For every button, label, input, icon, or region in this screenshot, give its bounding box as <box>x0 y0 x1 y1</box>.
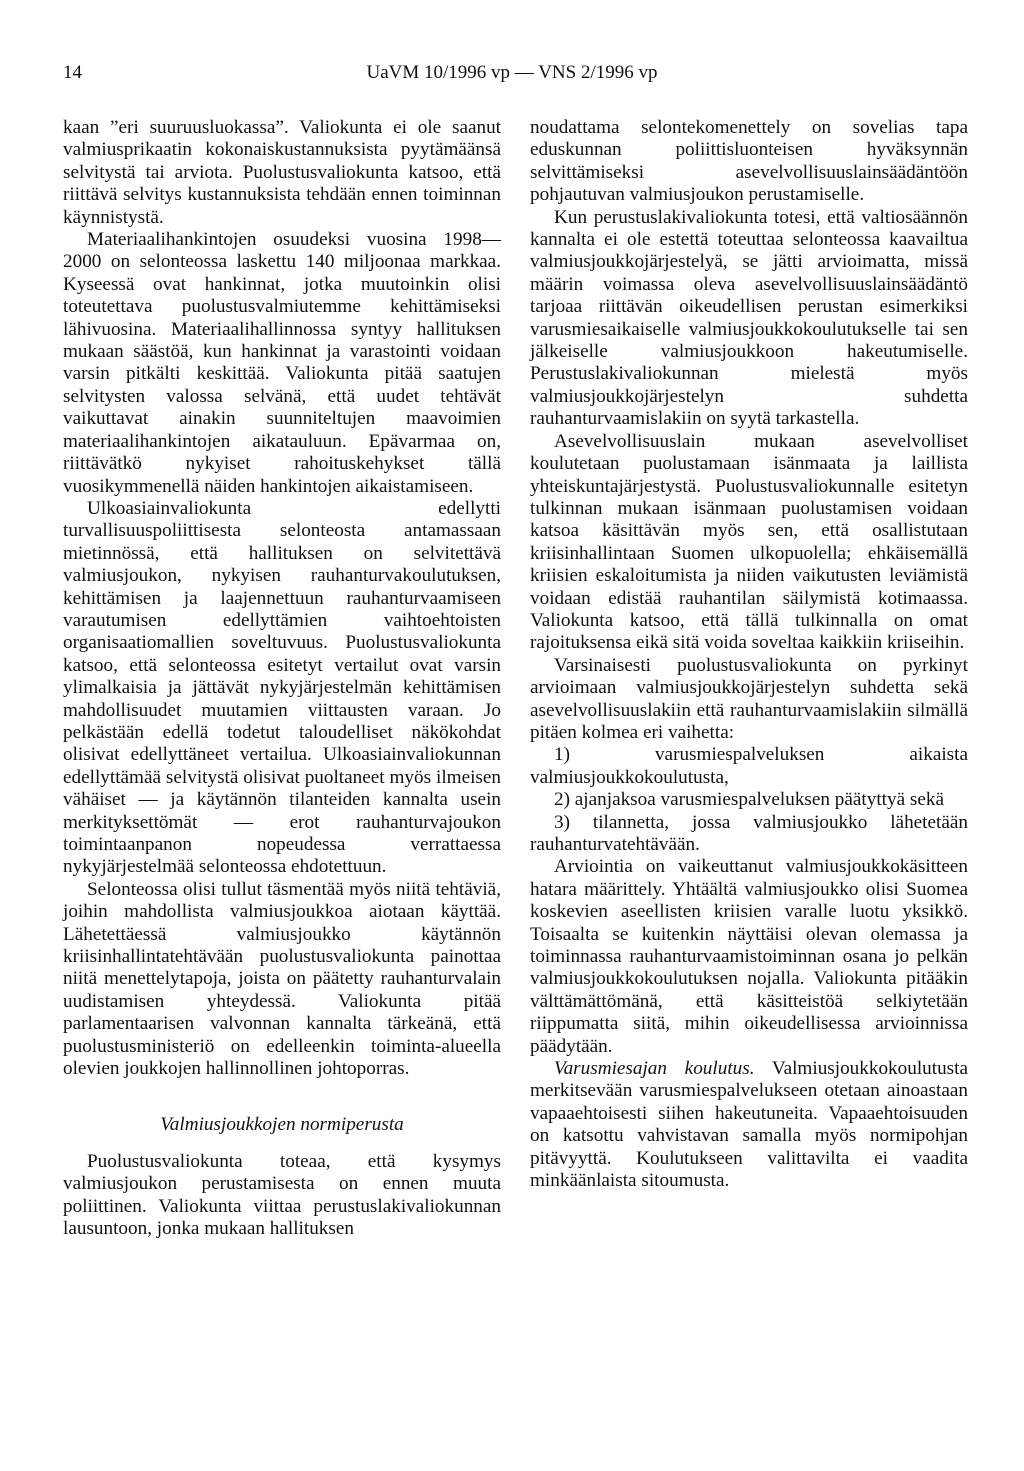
paragraph: kaan ”eri suuruusluokassa”. Valiokunta ei ole saanut valmiusprikaatin kokonaiskustannuksista pyytämäänsä selvitystä tai arviota. Puolustusvaliokunta katsoo, että riittävä selvitys kustannuksista tehdään ennen toiminnan käynnistystä. <box>63 117 501 228</box>
list-item: 3) tilannetta, jossa valmiusjoukko lähetetään rauhanturvatehtävään. <box>530 811 968 855</box>
paragraph: Varsinaisesti puolustusvaliokunta on pyrkinyt arvioimaan valmiusjoukkojärjestelyn suhdetta sekä asevelvollisuuslakiin että rauhanturvaamislakiin silmällä pitäen kolmea eri vaihetta: <box>530 654 968 743</box>
paragraph: noudattama selontekomenettely on sovelias tapa eduskunnan poliittisluonteisen hyväksynnän selvittämiseksi asevelvollisuuslainsäädäntöön pohjautuvan valmiusjoukon perustamiselle. <box>530 117 968 206</box>
paragraph <box>530 1058 968 1192</box>
list-item: 2) ajanjaksoa varusmiespalveluksen päätyttyä sekä <box>554 789 945 811</box>
list-item: 1) varusmiespalveluksen aikaista valmiusjoukkokoulutusta, <box>530 744 968 788</box>
running-title: UaVM 10/1996 vp — VNS 2/1996 vp <box>366 62 658 83</box>
right-column <box>530 117 968 1193</box>
paragraph: Selonteossa olisi tullut täsmentää myös niitä tehtäviä, joihin mahdollista valmiusjoukkoa aiotaan käyttää. Lähetettäessä valmiusjoukko käytännön kriisinhallintatehtävään puolustusvaliokunta painottaa niitä menettelytapoja, joista on päätetty rauhanturvalain uudistamisen yhteydessä. Valiokunta pitää parlamentaarisen valvonnan kannalta tärkeänä, että puolustusministeriö on edelleenkin toiminta-alueella olevien joukkojen hallinnollinen johtoporras. <box>63 878 501 1080</box>
paragraph: Materiaalihankintojen osuudeksi vuosina 1998—2000 on selonteossa laskettu 140 miljoonaa markkaa. Kyseessä ovat hankinnat, jotka muutoinkin olisi toteutettava puolustusvalmiutemme kehittämiseksi lähivuosina. Materiaalihallinnossa syntyy hallituksen mukaan säästöä, kun hankinnat ja varastointi voidaan varsin pitkälti keskittää. Valiokunta pitää saatujen selvitysten valossa selvänä, että uudet tehtävät vaikuttavat ainakin suunniteltujen maavoimien materiaalihankintojen aikatauluun. Epävarmaa on, riittävätkö nykyiset rahoituskehykset tällä vuosikymmenellä näiden hankintojen aikaistamiseen. <box>63 229 501 497</box>
paragraph: Ulkoasiainvaliokunta edellytti turvallisuuspoliittisesta selonteosta antamassaan mietinnössä, että hallituksen on selvitettävä valmiusjoukon, nykyisen rauhanturvakoulutuksen, kehittämisen ja laajennettuun rauhanturvaamiseen varautumisen edellyttämien vaihtoehtoisten organisaatiomallien soveltuvuus. Puolustusvaliokunta katsoo, että selonteossa esitetyt vertailut ovat varsin ylimalkaisia ja jättävät nykyjärjestelmän kehittämisen mahdollisuudet muutamien viittausten varaan. Jo pelkästään edellä todetut taloudelliset näkökohdat olisivat edellyttäneet vertailua. Ulkoasiainvaliokunnan edellyttämää selvitystä olisivat puoltaneet myös ilmeisen vähäiset — ja käytännön tilanteiden kannalta usein merkityksettömät — erot rauhanturvajoukon toimintaanpanon nopeudessa verrattaessa nykyjärjestelmää selonteossa ehdotettuun. <box>63 497 501 878</box>
paragraph: Puolustusvaliokunta toteaa, että kysymys valmiusjoukon perustamisesta on ennen muuta poliittinen. Valiokunta viittaa perustuslakivaliokunnan lausuntoon, jonka mukaan hallituksen <box>63 1150 501 1240</box>
page-number: 14 <box>63 62 82 83</box>
paragraph: Asevelvollisuuslain mukaan asevelvolliset koulutetaan puolustamaan isänmaata ja laillista yhteiskuntajärjestystä. Puolustusvaliokunnalle esitetyn tulkinnan mukaan isänmaan puolustamisen voidaan katsoa käsittävän myös sen, että osallistutaan kriisinhallintaan Suomen ulkopuolella; ehkäisemällä kriisien eskaloitumista ja niiden vaikutusten leviämistä voidaan edistää rauhantilan säilymistä kotimaassa. Valiokunta katsoo, että tällä tulkinnalla on omat rajoituksensa eikä sitä voida soveltaa kaikkiin kriiseihin. <box>530 430 968 654</box>
left-column <box>63 117 501 1241</box>
paragraph: Kun perustuslakivaliokunta totesi, että valtiosäännön kannalta ei ole estettä toteuttaa selonteossa kaavailtua valmiusjoukkojärjestelyä, se jätti arvioimatta, missä määrin voimassa oleva asevelvollisuuslainsäädäntö tarjoaa riittävän oikeudellisen perustan esimerkiksi varusmiesaikaiselle valmiusjoukkokoulutukselle tai sen jälkeiselle valmiusjoukkoon hakeutumiselle. Perustuslakivaliokunnan mielestä myös valmiusjoukkojärjestelyn suhdetta rauhanturvaamislakiin on syytä tarkastella. <box>530 206 968 430</box>
paragraph: Arviointia on vaikeuttanut valmiusjoukkokäsitteen hatara määrittely. Yhtäältä valmiusjoukko olisi Suomea koskevien aseellisten kriisien varalle luotu yksikkö. Toisaalta se kuitenkin näyttäisi olevan olemassa ja toiminnassa rauhanturvaamistoiminnan osana jo pelkän valmiusjoukkokoulutuksen nojalla. Valiokunta pitääkin välttämättömänä, että käsitteistöä selkiytetään riippumatta siitä, mihin oikeudellisessa arvioinnissa päädytään. <box>530 856 968 1057</box>
run-in-heading: Varusmiesajan koulutus. <box>554 1058 755 1080</box>
section-heading: Valmiusjoukkojen normiperusta <box>160 1114 404 1136</box>
paragraph-text: Valmiusjoukkokoulutusta merkitsevään varusmiespalvelukseen otetaan ainoastaan vapaaehtoisesti siihen hakeutuneita. Vapaaehtoisuuden on katsottu vahvistavan samalla myös normipohjan pitävyyttä. Koulutukseen valittavilta ei vaadita minkäänlaista sitoumusta. <box>530 1058 968 1192</box>
